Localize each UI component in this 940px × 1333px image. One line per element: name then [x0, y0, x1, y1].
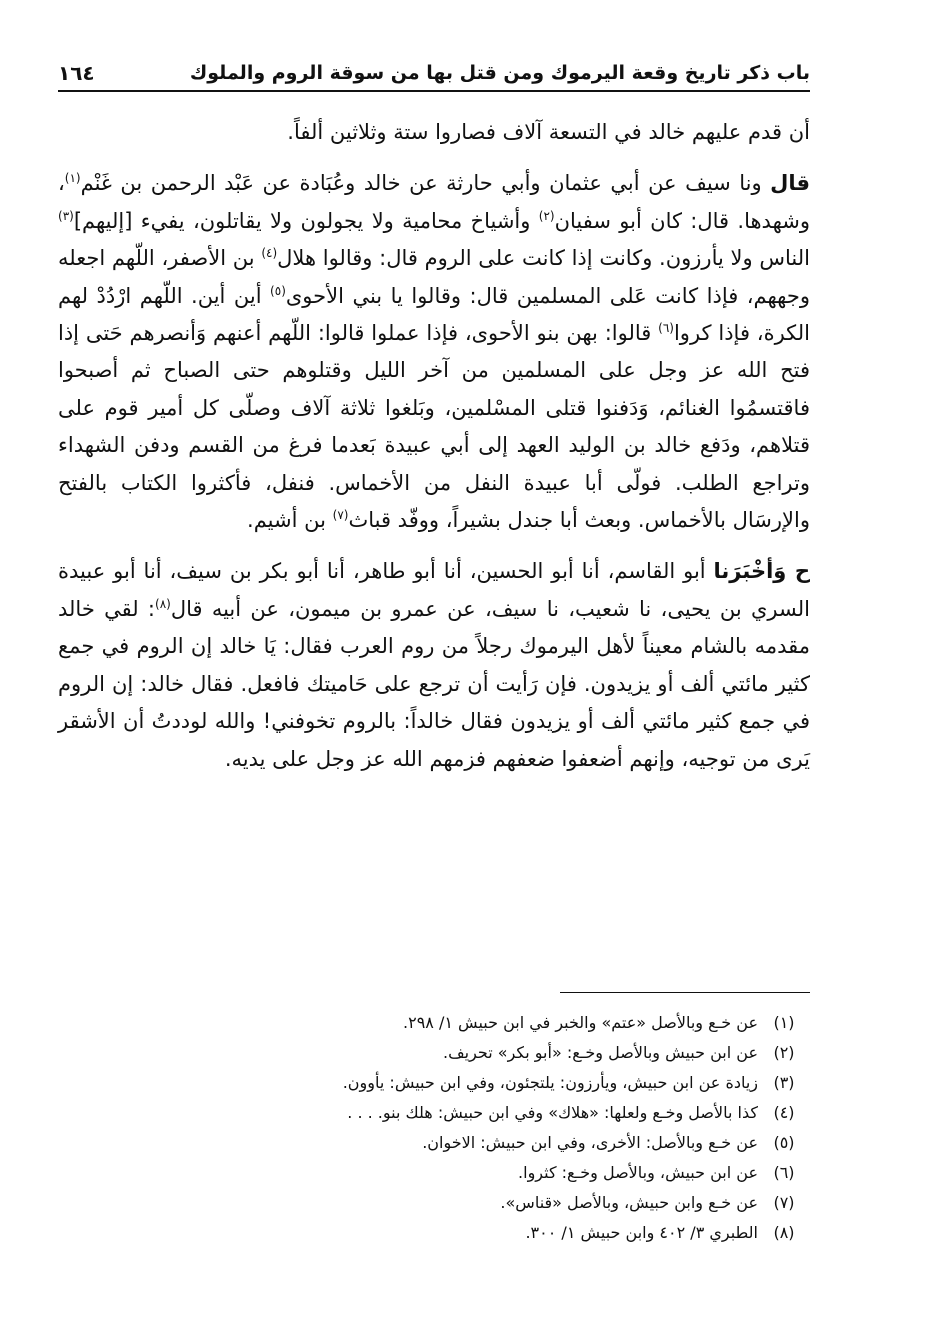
footnote-ref-7: (٧) — [332, 508, 349, 523]
footnote-divider — [560, 992, 810, 993]
footnote-item — [58, 1008, 810, 1038]
footnote-number: (١) — [773, 1013, 795, 1032]
footnote-ref-6: (٦) — [658, 321, 674, 336]
footnote-ref-5: (٥) — [270, 283, 286, 298]
paragraph-2 — [58, 165, 810, 539]
text-run: ، وشهدها. قال: كان أبو سفيان — [58, 171, 810, 233]
footnote-text: عن خـع وبالأصل «عتم» والخبر في ابن حبيش ١/ ٢٩٨. — [403, 1013, 758, 1032]
footnote-item — [58, 1158, 810, 1188]
footnote-text: عن ابن حبيش وبالأصل وخـع: «أبو بكر» تحريف. — [442, 1043, 758, 1062]
text-run: أبو القاسم، أنا أبو الحسين، أنا أبو طاهر، أنا أبو بكر بن سيف، أنا أبو عبيدة السري بن يحيى، نا شعيب، نا سيف، عن عمرو بن ميمون، عن أبيه قال — [58, 559, 810, 621]
paragraph-1: أن قدم عليهم خالد في التسعة آلاف فصاروا ستة وثلاثين ألفاً. — [287, 120, 810, 144]
footnote-number: (٦) — [773, 1163, 795, 1182]
footnote-text: عن خـع وابن حبيش، وبالأصل «قناس». — [500, 1193, 758, 1212]
footnote-ref-3: (٣) — [58, 208, 74, 223]
footnote-item — [58, 1038, 810, 1068]
text-run: أين أين. اللّهم ارْدُدْ لهم الكرة، فإذا كروا — [58, 283, 811, 346]
text-run: بن أشيم. — [247, 508, 333, 533]
main-text — [58, 114, 810, 778]
text-run: قالوا: بهن بنو الأحوى، فإذا عملوا قالوا: اللّهم أعنهم وَأنصرهم حَتى إذا فتح الله عز وجل على المسلمين من آخر الليل وقتلوهم حتى الصباح ثم أصبحوا فاقتسمُوا الغنائم، وَدَفنوا قتلى المسْلمين، وبَلغوا ثلاثة آلاف وصلّى كل أمير قوم على قتلاهم، ودَفع خالد بن الوليد العهد إلى أبي عبيدة بَعدما فرغ من القسم ودفن الشهداء وتراجع الطلب. فولّى أبا عبيدة النفل من الأخماس. فنفل، فأكثروا الكتاب بالفتح والإرسَال بالأخماس. وبعث أبا جندل بشيراً، ووفّد قباث — [58, 321, 810, 533]
paragraph-3 — [58, 553, 810, 777]
text-run: ونا سيف عن أبي عثمان وأبي حارثة عن خالد وعُبَادة عن عَبْد الرحمن بن غَنْم — [80, 171, 771, 196]
footnote-ref-1: (١) — [64, 171, 81, 186]
footnote-number: (٧) — [773, 1193, 795, 1212]
text-run: بن الأصفر، اللّهم اجعله وجههم، فإذا كانت عَلى المسلمين قال: وقالوا يا بني الأحوى — [58, 246, 810, 308]
footnote-text: عن ابن حبيش، وبالأصل وخـع: كثروا. — [518, 1163, 758, 1182]
footnote-number: (٨) — [773, 1223, 795, 1242]
keyword-qala: قال — [770, 171, 810, 196]
footnote-number: (٣) — [773, 1073, 795, 1092]
text-run: : لقي خالد مقدمه بالشام معيناً لأهل اليرموك رجلاً من روم العرب فقال: يَا خالد إن الروم في جمع كثير مائتي ألف أو يزيدون. فإن رَأيت أن ترجع على حَاميتك فافعل. فقال خالد: إن الروم في جمع كثير مائتي ألف أو يزيدون فقال خالداً: بالروم تخوفني! والله لوددتُ أن الأشقر يَرى من توجيه، وإنهم أضعفوا ضعفهم فزمهم الله عز وجل على يديه. — [58, 596, 810, 771]
footnote-text: كذا بالأصل وخـع ولعلها: «هلاك» وفي ابن حبيش: هلك بنو. . . . — [347, 1103, 758, 1122]
footnote-text: عن خـع وبالأصل: الأخرى، وفي ابن حبيش: الاخوان. — [422, 1133, 758, 1152]
footnote-number: (٤) — [773, 1103, 795, 1122]
footnote-item — [58, 1068, 810, 1098]
keyword-akhbarana: وَأخْبَرَنا — [713, 559, 787, 584]
footnote-text: زيادة عن ابن حبيش، ويأرزون: يلتجئون، وفي ابن حبيش: يأوون. — [342, 1073, 758, 1092]
hadith-marker: ح — [786, 559, 810, 584]
footnote-ref-8: (٨) — [155, 596, 171, 611]
running-header — [58, 56, 810, 92]
footnote-ref-2: (٢) — [538, 208, 555, 223]
footnote-ref-4: (٤) — [261, 246, 278, 261]
footnote-number: (٥) — [773, 1133, 795, 1152]
running-title: باب ذكر تاريخ وقعة اليرموك ومن قتل بها من سوقة الروم والملوك — [189, 62, 810, 84]
footnote-item — [58, 1218, 810, 1248]
footnote-number: (٢) — [773, 1043, 795, 1062]
text-run: وأشياخ محامية ولا يجولون ولا يقاتلون، يفيء [إليهم] — [73, 208, 539, 233]
footnote-item — [58, 1128, 810, 1158]
footnote-item — [58, 1188, 810, 1218]
page-number: ١٦٤ — [58, 61, 95, 85]
footnote-text: الطبري ٣/ ٤٠٢ وابن حبيش ١/ ٣٠٠. — [525, 1223, 758, 1242]
footnotes — [58, 1008, 810, 1248]
footnote-item — [58, 1098, 810, 1128]
text-run: الناس ولا يأرزون. وكانت إذا كانت على الروم قال: وقالوا هلال — [277, 246, 810, 271]
